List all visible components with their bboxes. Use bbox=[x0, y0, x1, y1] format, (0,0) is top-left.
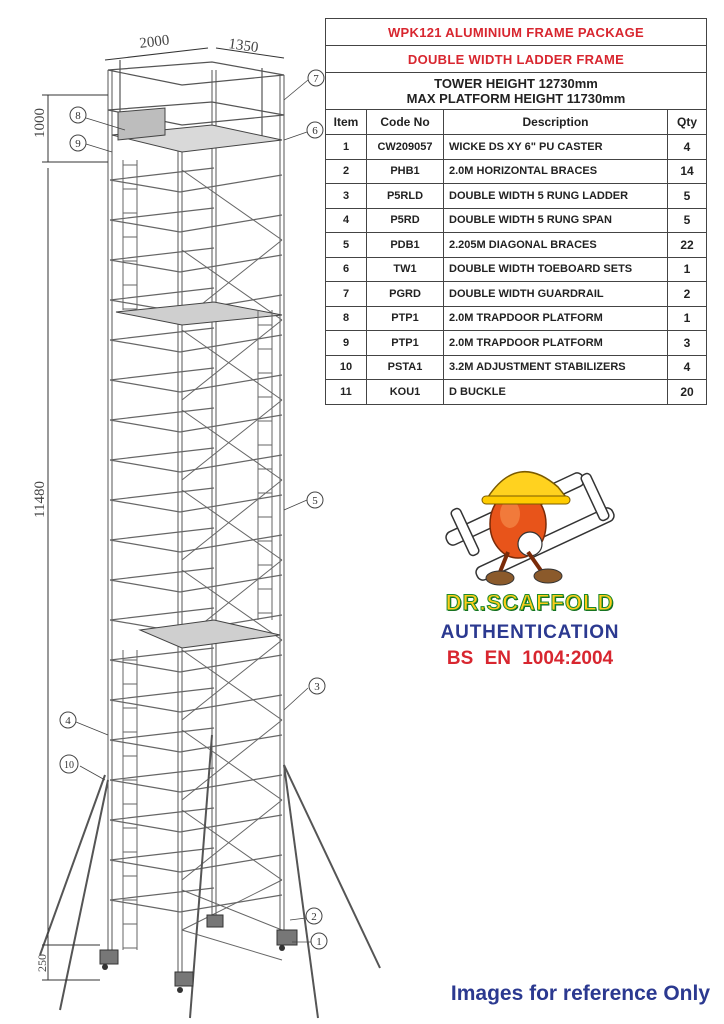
horizontal-brace bbox=[110, 328, 214, 340]
horizontal-brace bbox=[180, 655, 282, 672]
dimension-guardrail-height: 1000 bbox=[32, 108, 48, 138]
cell-code: PTP1 bbox=[367, 306, 444, 331]
cell-description: 2.0M HORIZONTAL BRACES bbox=[444, 159, 668, 184]
cell-description: DOUBLE WIDTH 5 RUNG SPAN bbox=[444, 208, 668, 233]
cell-item: 7 bbox=[326, 282, 367, 307]
callout-8: 8 bbox=[75, 110, 81, 122]
table-row bbox=[326, 331, 707, 356]
header-qty: Qty bbox=[668, 110, 707, 135]
cell-description: DOUBLE WIDTH TOEBOARD SETS bbox=[444, 257, 668, 282]
diagonal-brace bbox=[182, 480, 282, 560]
cell-item: 1 bbox=[326, 135, 367, 160]
callout-3: 3 bbox=[314, 681, 320, 693]
horizontal-brace bbox=[110, 420, 180, 432]
height-info bbox=[326, 73, 707, 110]
table-row bbox=[326, 380, 707, 405]
cell-description: DOUBLE WIDTH 5 RUNG LADDER bbox=[444, 184, 668, 209]
cell-item: 8 bbox=[326, 306, 367, 331]
header-description: Description bbox=[444, 110, 668, 135]
brand-name: DR.SCAFFOLD bbox=[445, 590, 615, 615]
horizontal-brace bbox=[110, 248, 214, 260]
diagonal-brace bbox=[182, 400, 282, 480]
diagonal-brace bbox=[182, 320, 282, 400]
standard-label: BS EN 1004:2004 bbox=[446, 648, 614, 669]
header-item: Item bbox=[326, 110, 367, 135]
cell-code: P5RD bbox=[367, 208, 444, 233]
header-code: Code No bbox=[367, 110, 444, 135]
table-row bbox=[326, 233, 707, 258]
cell-qty: 5 bbox=[668, 184, 707, 209]
cell-item: 10 bbox=[326, 355, 367, 380]
cell-code: KOU1 bbox=[367, 380, 444, 405]
horizontal-brace bbox=[110, 728, 214, 740]
horizontal-brace bbox=[180, 815, 282, 832]
dr-scaffold-logo bbox=[420, 452, 650, 672]
callout-1: 1 bbox=[316, 936, 322, 948]
horizontal-brace bbox=[110, 368, 214, 380]
cell-description: 2.0M TRAPDOOR PLATFORM bbox=[444, 306, 668, 331]
cell-qty: 14 bbox=[668, 159, 707, 184]
horizontal-brace bbox=[110, 688, 214, 700]
cell-item: 2 bbox=[326, 159, 367, 184]
cell-description: 2.205M DIAGONAL BRACES bbox=[444, 233, 668, 258]
horizontal-brace bbox=[110, 900, 180, 912]
package-title: WPK121 ALUMINIUM FRAME PACKAGE bbox=[326, 19, 707, 46]
horizontal-brace bbox=[110, 168, 214, 180]
cell-item: 5 bbox=[326, 233, 367, 258]
horizontal-brace bbox=[110, 820, 180, 832]
dimension-width: 1350 bbox=[227, 36, 260, 57]
horizontal-brace bbox=[110, 180, 180, 192]
cell-qty: 3 bbox=[668, 331, 707, 356]
reference-note: Images for reference Only bbox=[450, 982, 710, 1005]
horizontal-brace bbox=[110, 608, 214, 620]
package-subtitle: DOUBLE WIDTH LADDER FRAME bbox=[326, 46, 707, 73]
cell-qty: 1 bbox=[668, 257, 707, 282]
horizontal-brace bbox=[110, 340, 180, 352]
horizontal-brace bbox=[110, 540, 180, 552]
horizontal-brace bbox=[180, 175, 282, 192]
callout-6: 6 bbox=[312, 125, 318, 137]
diagonal-brace bbox=[182, 640, 282, 720]
horizontal-brace bbox=[180, 735, 282, 752]
horizontal-brace bbox=[110, 660, 180, 672]
cell-code: TW1 bbox=[367, 257, 444, 282]
dimension-base: 250 bbox=[35, 954, 49, 972]
horizontal-brace bbox=[110, 768, 214, 780]
cell-qty: 4 bbox=[668, 135, 707, 160]
cell-description: DOUBLE WIDTH GUARDRAIL bbox=[444, 282, 668, 307]
authentication-label: AUTHENTICATION bbox=[440, 622, 620, 643]
cell-qty: 5 bbox=[668, 208, 707, 233]
cell-description: 3.2M ADJUSTMENT STABILIZERS bbox=[444, 355, 668, 380]
horizontal-brace bbox=[110, 860, 180, 872]
horizontal-brace bbox=[110, 488, 214, 500]
horizontal-brace bbox=[110, 780, 180, 792]
horizontal-brace bbox=[110, 448, 214, 460]
dimension-length: 2000 bbox=[138, 32, 171, 52]
horizontal-brace bbox=[180, 415, 282, 432]
horizontal-brace bbox=[180, 495, 282, 512]
cell-item: 11 bbox=[326, 380, 367, 405]
cell-qty: 22 bbox=[668, 233, 707, 258]
callout-9: 9 bbox=[75, 138, 81, 150]
mascot-illustration bbox=[430, 452, 630, 592]
table-row bbox=[326, 208, 707, 233]
horizontal-brace bbox=[110, 460, 180, 472]
table-row bbox=[326, 135, 707, 160]
cell-code: PGRD bbox=[367, 282, 444, 307]
platform-height: MAX PLATFORM HEIGHT 11730mm bbox=[406, 91, 626, 106]
table-row bbox=[326, 282, 707, 307]
callout-7: 7 bbox=[313, 73, 319, 85]
cell-code: PHB1 bbox=[367, 159, 444, 184]
table-row bbox=[326, 257, 707, 282]
table-row bbox=[326, 355, 707, 380]
tower-height: TOWER HEIGHT 12730mm bbox=[434, 76, 598, 91]
cell-code: PDB1 bbox=[367, 233, 444, 258]
component-table bbox=[325, 18, 707, 405]
horizontal-brace bbox=[110, 528, 214, 540]
horizontal-brace bbox=[110, 288, 214, 300]
cell-code: P5RLD bbox=[367, 184, 444, 209]
horizontal-brace bbox=[110, 848, 214, 860]
cell-description: 2.0M TRAPDOOR PLATFORM bbox=[444, 331, 668, 356]
horizontal-brace bbox=[110, 700, 180, 712]
horizontal-brace bbox=[110, 208, 214, 220]
cell-item: 6 bbox=[326, 257, 367, 282]
diagonal-brace bbox=[182, 800, 282, 880]
table-row bbox=[326, 159, 707, 184]
cell-qty: 2 bbox=[668, 282, 707, 307]
horizontal-brace bbox=[110, 220, 180, 232]
cell-code: PTP1 bbox=[367, 331, 444, 356]
diagonal-brace bbox=[182, 720, 282, 800]
horizontal-brace bbox=[110, 568, 214, 580]
cell-item: 3 bbox=[326, 184, 367, 209]
cell-item: 4 bbox=[326, 208, 367, 233]
horizontal-brace bbox=[110, 500, 180, 512]
cell-qty: 4 bbox=[668, 355, 707, 380]
horizontal-brace bbox=[110, 260, 180, 272]
horizontal-brace bbox=[110, 808, 214, 820]
cell-code: CW209057 bbox=[367, 135, 444, 160]
cell-qty: 20 bbox=[668, 380, 707, 405]
horizontal-brace bbox=[180, 255, 282, 272]
horizontal-brace bbox=[110, 648, 214, 660]
cell-qty: 1 bbox=[668, 306, 707, 331]
horizontal-brace bbox=[110, 580, 180, 592]
callout-2: 2 bbox=[311, 911, 317, 923]
table-header-row bbox=[326, 110, 707, 135]
dimension-tower-body: 11480 bbox=[32, 481, 48, 518]
cell-description: WICKE DS XY 6" PU CASTER bbox=[444, 135, 668, 160]
callout-4: 4 bbox=[65, 715, 71, 727]
horizontal-brace bbox=[110, 380, 180, 392]
cell-item: 9 bbox=[326, 331, 367, 356]
table-row bbox=[326, 306, 707, 331]
cell-code: PSTA1 bbox=[367, 355, 444, 380]
cell-description: D BUCKLE bbox=[444, 380, 668, 405]
callout-10: 10 bbox=[64, 760, 74, 771]
table-row bbox=[326, 184, 707, 209]
horizontal-brace bbox=[110, 740, 180, 752]
horizontal-brace bbox=[110, 408, 214, 420]
callout-5: 5 bbox=[312, 495, 318, 507]
